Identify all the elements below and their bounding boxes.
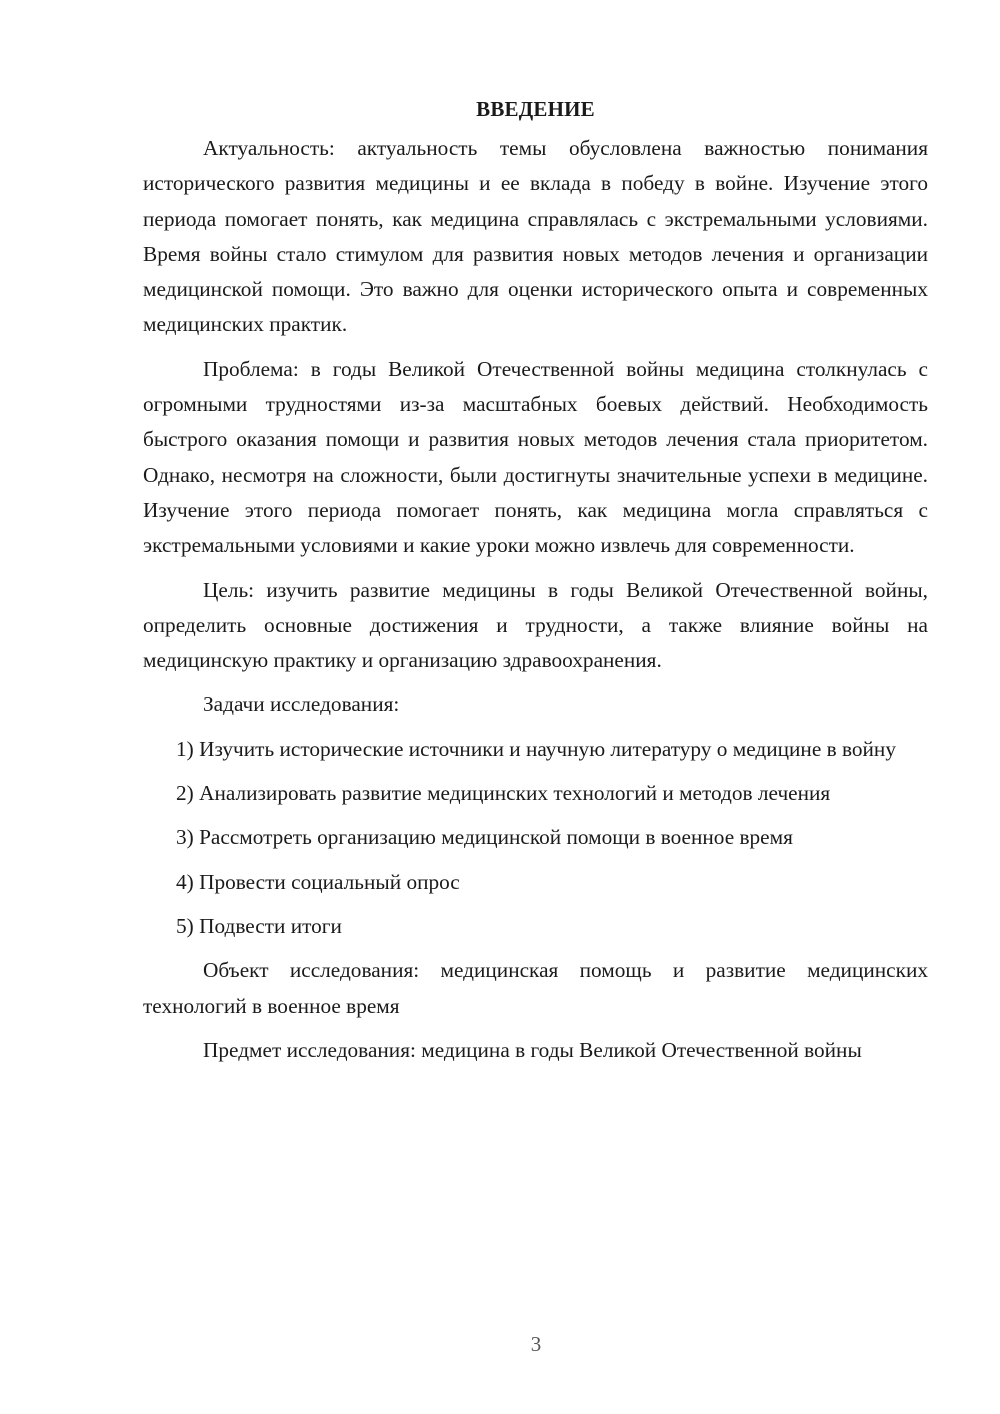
list-item: 3) Рассмотреть организацию медицинской помощи в военное время (176, 825, 793, 850)
document-page (143, 92, 928, 1068)
list-item: 4) Провести социальный опрос (176, 869, 460, 894)
paragraph-problem: Проблема: в годы Великой Отечественной войны медицина столкнулась с огромными трудностями из-за масштабных боевых действий. Необходимость быстрого оказания помощи и развития новых методов лечения стала приоритетом. Однако, несмотря на сложности, были достигнуты значительные успехи в медицине. Изучение этого периода помогает понять, как медицина могла справляться с экстремальными условиями и какие уроки можно извлечь для современности. (143, 356, 928, 558)
list-item: 2) Анализировать развитие медицинских технологий и методов лечения (176, 781, 831, 806)
paragraph-subject: Предмет исследования: медицина в годы Великой Отечественной войны (203, 1037, 862, 1062)
section-title: ВВЕДЕНИЕ (476, 97, 595, 121)
page-number: 3 (530, 1332, 542, 1356)
tasks-list (143, 732, 928, 944)
paragraph-goal: Цель: изучить развитие медицины в годы Великой Отечественной войны, определить основные достижения и трудности, а также влияние войны на медицинскую практику и организацию здравоохранения. (143, 577, 928, 673)
paragraph-object: Объект исследования: медицинская помощь и развитие медицинских технологий в военное время (143, 958, 928, 1018)
list-item: 5) Подвести итоги (176, 913, 342, 938)
list-item: 1) Изучить исторические источники и научную литературу о медицине в войну (176, 736, 896, 761)
tasks-heading: Задачи исследования: (203, 692, 400, 717)
paragraph-relevance: Актуальность: актуальность темы обусловлена важностью понимания исторического развития медицины и ее вклада в победу в войне. Изучение этого периода помогает понять, как медицина справлялась с экстремальными условиями. Время войны стало стимулом для развития новых методов лечения и организации медицинской помощи. Это важно для оценки исторического опыта и современных медицинских практик. (143, 136, 928, 337)
